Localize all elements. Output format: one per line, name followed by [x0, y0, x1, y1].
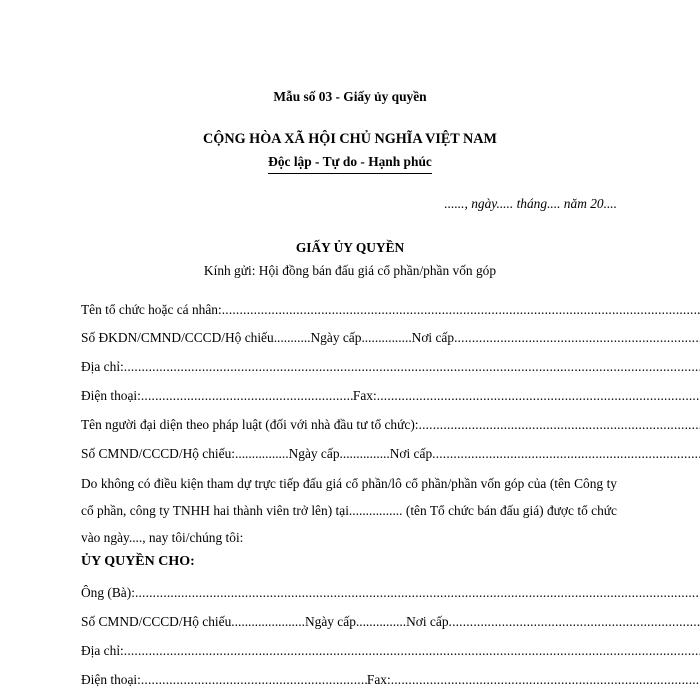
org-name-label: Tên tổ chức hoặc cá nhân: — [81, 302, 222, 317]
grantee-id-field[interactable] — [81, 612, 617, 632]
fax1-dots — [377, 386, 700, 406]
grantee-phone-dots — [141, 670, 367, 690]
declaration-paragraph: Do không có điều kiện tham dự trực tiếp đấu giá cổ phần/lô cổ phần/phần vốn góp của (tên Công ty cổ phần, công ty TNHH hai thành viên trở lên) tại................ (tên Tổ chức bán đấu giá) được tổ chức vào ngày...., nay tôi/chúng tôi: — [81, 476, 617, 545]
issue-place-dots — [454, 328, 700, 348]
form-number: Mẫu số 03 - Giấy ủy quyền — [273, 89, 427, 104]
phone1-label: Điện thoại: — [81, 388, 141, 403]
id2-dots: ................ — [235, 446, 289, 461]
grantee-name-field[interactable] — [81, 583, 617, 603]
grantee-address-field[interactable] — [81, 641, 617, 661]
issue-date2-label: Ngày cấp — [288, 446, 340, 461]
national-title: CỘNG HÒA XÃ HỘI CHỦ NGHĨA VIỆT NAM — [203, 131, 497, 147]
grantee-address-dots — [124, 641, 700, 661]
date-line: ......, ngày..... tháng.... năm 20.... — [444, 196, 617, 211]
addressee: Kính gửi: Hội đồng bán đấu giá cổ phần/phần vốn góp — [203, 263, 497, 278]
grantee-id-dots: ...................... — [231, 614, 305, 629]
issue-place-label: Nơi cấp — [411, 330, 455, 345]
issue-place2-label: Nơi cấp — [389, 446, 433, 461]
grantee-issue-date-dots: ............... — [355, 614, 407, 629]
legal-rep-dots — [419, 415, 700, 435]
grantee-issue-place-dots — [449, 612, 700, 632]
grantee-name-dots — [135, 583, 700, 603]
grantee-name-label: Ông (Bà): — [81, 585, 135, 600]
issue-date2-dots: ............... — [339, 446, 390, 461]
motto-wrapper — [0, 152, 700, 174]
doc-title: GIẤY ỦY QUYỀN — [295, 240, 405, 255]
issue-date-dots: ............... — [361, 330, 412, 345]
id2-field[interactable] — [81, 444, 617, 464]
phone1-dots — [141, 386, 353, 406]
phone-fax1-field[interactable] — [81, 386, 617, 406]
grantee-fax-label: Fax: — [366, 672, 391, 687]
grantee-issue-place-label: Nơi cấp — [406, 614, 449, 629]
motto: Độc lập - Tự do - Hạnh phúc — [268, 152, 432, 174]
id2-label: Số CMND/CCCD/Hộ chiếu: — [81, 446, 236, 461]
grantee-issue-date-label: Ngày cấp — [304, 614, 356, 629]
grantee-phone-fax-field[interactable] — [81, 670, 617, 690]
issue-date-label: Ngày cấp — [310, 330, 362, 345]
id1-dots: ........... — [273, 330, 311, 345]
address1-dots — [124, 357, 700, 377]
grantee-phone-label: Điện thoại: — [81, 672, 141, 687]
legal-rep-field[interactable] — [81, 415, 617, 435]
address1-label: Địa chỉ: — [81, 359, 124, 374]
fax1-label: Fax: — [352, 388, 377, 403]
org-name-dots — [222, 300, 700, 320]
authorize-heading: ỦY QUYỀN CHO: — [81, 554, 195, 569]
org-name-field[interactable] — [81, 300, 617, 320]
issue-place2-dots — [432, 444, 700, 464]
address1-field[interactable] — [81, 357, 617, 377]
id1-label: Số ĐKDN/CMND/CCCD/Hộ chiếu — [81, 330, 274, 345]
id1-field[interactable] — [81, 328, 617, 348]
legal-rep-label: Tên người đại diện theo pháp luật (đối với nhà đầu tư tổ chức): — [81, 417, 419, 432]
grantee-address-label: Địa chỉ: — [81, 643, 124, 658]
grantee-id-label: Số CMND/CCCD/Hộ chiếu — [81, 614, 232, 629]
grantee-fax-dots — [391, 670, 700, 690]
